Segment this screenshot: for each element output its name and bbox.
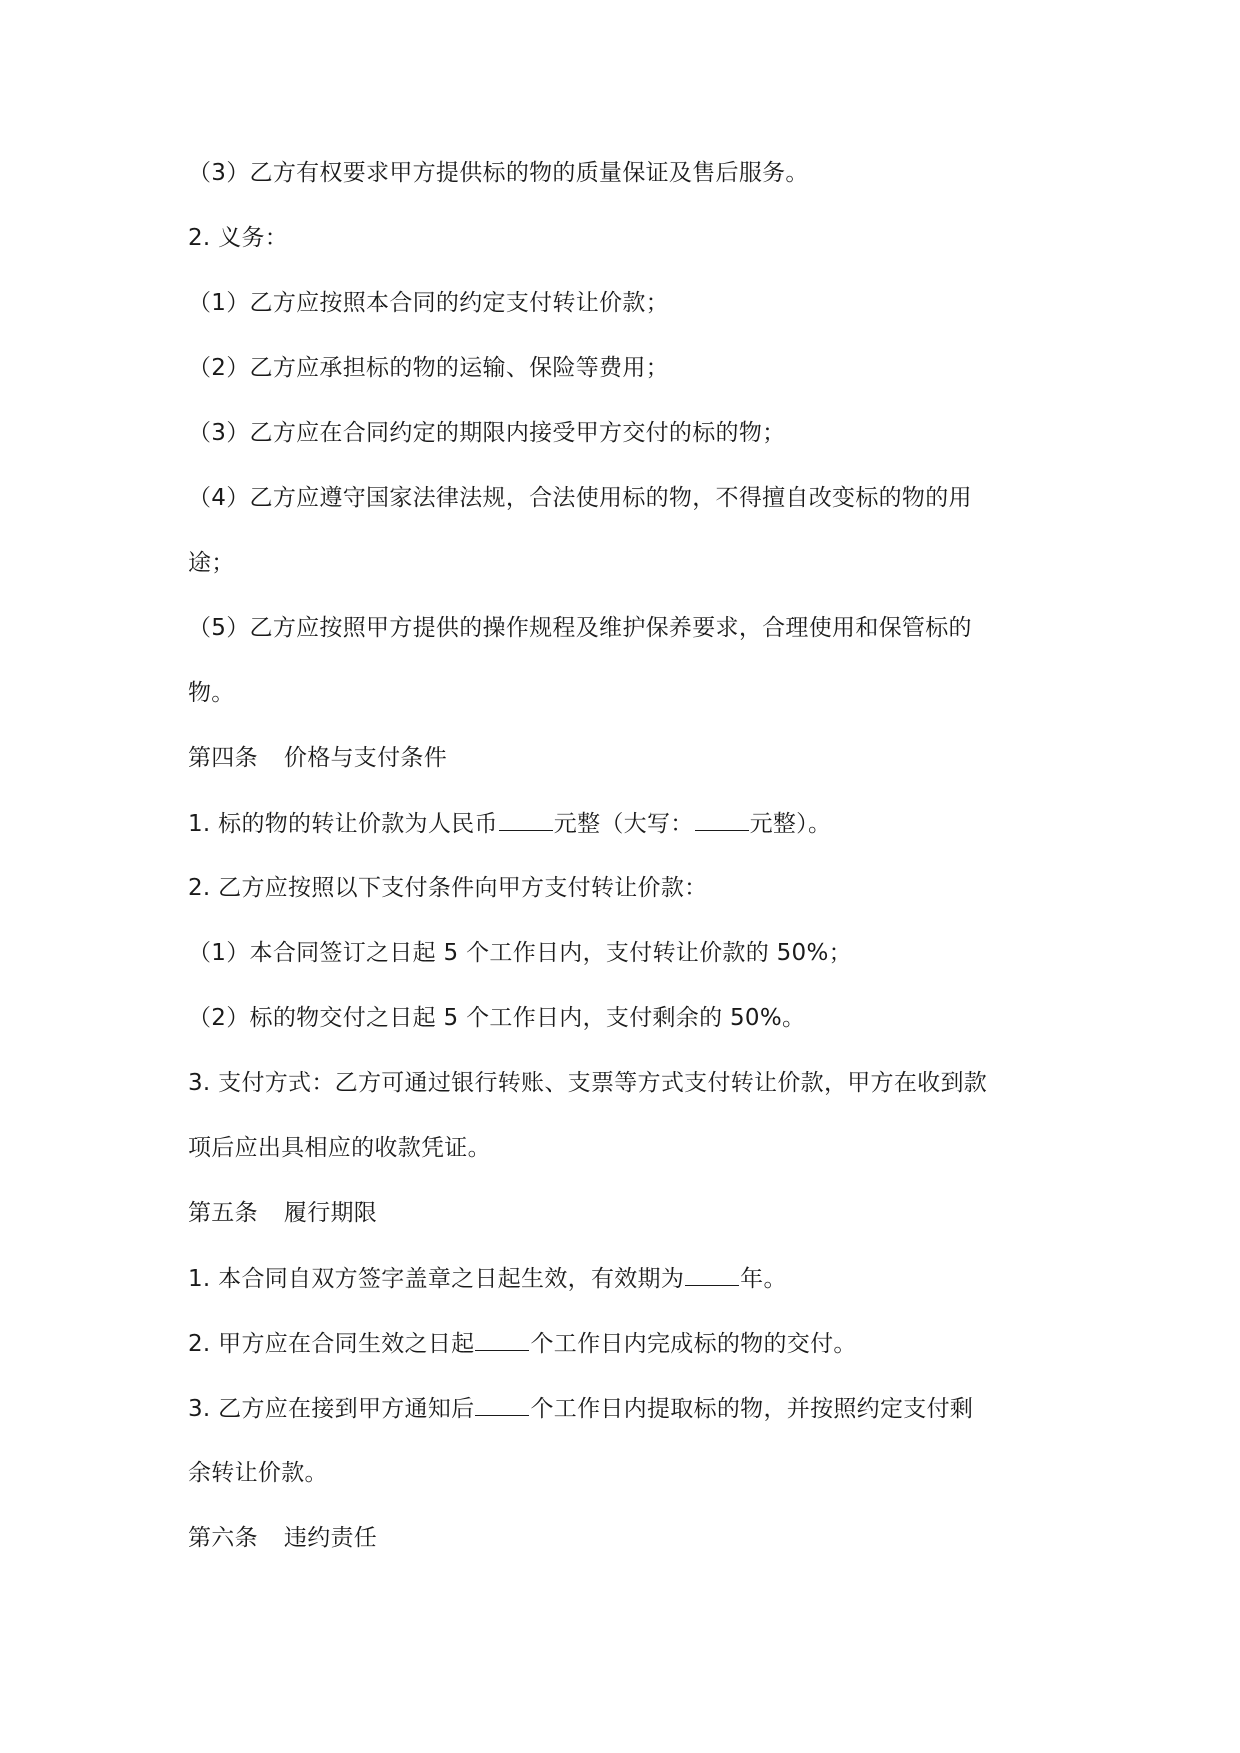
clause-text: （5）乙方应按照甲方提供的操作规程及维护保养要求，合理使用和保管标的 (188, 615, 972, 641)
clause-text: （4）乙方应遵守国家法律法规，合法使用标的物，不得擅自改变标的物的用 (188, 485, 972, 511)
clause-line (188, 1070, 1058, 1135)
clause-text: （3）乙方应在合同约定的期限内接受甲方交付的标的物； (188, 420, 786, 446)
clause-text: 1. 标的物的转让价款为人民币 (188, 811, 498, 837)
clause-text: 物。 (188, 680, 235, 706)
clause-text: 元整）。 (749, 811, 832, 837)
clause-line (188, 1460, 1058, 1525)
clause-line (188, 355, 1058, 420)
article-title: 价格与支付条件 (283, 745, 448, 771)
amount-blank (499, 810, 553, 831)
clause-text: 2. 甲方应在合同生效之日起 (188, 1331, 475, 1357)
article-title: 履行期限 (283, 1200, 378, 1226)
clause-text: 1. 本合同自双方签字盖章之日起生效，有效期为 (188, 1266, 685, 1292)
clause-text: 3. 乙方应在接到甲方通知后 (188, 1396, 475, 1422)
clause-line (188, 420, 1058, 485)
clause-text: 途； (188, 550, 235, 576)
clause-text: （1）乙方应按照本合同的约定支付转让价款； (188, 290, 669, 316)
validity-years-blank (685, 1265, 739, 1286)
price-clause-line (188, 810, 1058, 875)
amount-uppercase-blank (695, 810, 749, 831)
clause-text: 年。 (740, 1266, 787, 1292)
clause-line (188, 1135, 1058, 1200)
clause-text: 个工作日内提取标的物，并按照约定支付剩 (530, 1396, 974, 1422)
clause-text: 个工作日内完成标的物的交付。 (530, 1331, 857, 1357)
clause-text: 项后应出具相应的收款凭证。 (188, 1135, 491, 1161)
clause-line (188, 160, 1058, 225)
clause-line (188, 1005, 1058, 1070)
article-number: 第四条 (188, 745, 258, 771)
clause-text: （2）标的物交付之日起 5 个工作日内，支付剩余的 50%。 (188, 1005, 806, 1031)
clause-line (188, 550, 1058, 615)
clause-text: 2. 义务： (188, 225, 289, 251)
clause-line (188, 615, 1058, 680)
clause-text: 2. 乙方应按照以下支付条件向甲方支付转让价款： (188, 875, 708, 901)
pickup-days-blank (475, 1395, 529, 1416)
blank-clause-line (188, 1330, 1058, 1395)
clause-text: 3. 支付方式：乙方可通过银行转账、支票等方式支付转让价款，甲方在收到款 (188, 1070, 988, 1096)
article-heading (188, 745, 1058, 810)
article-title: 违约责任 (283, 1525, 378, 1551)
clause-text: 元整（大写： (553, 811, 694, 837)
clause-text: （3）乙方有权要求甲方提供标的物的质量保证及售后服务。 (188, 160, 809, 186)
article-heading (188, 1525, 1058, 1590)
clause-line (188, 485, 1058, 550)
clause-text: （1）本合同签订之日起 5 个工作日内，支付转让价款的 50%； (188, 940, 852, 966)
delivery-days-blank (475, 1330, 529, 1351)
clause-line (188, 680, 1058, 745)
clause-line (188, 875, 1058, 940)
clause-text: 余转让价款。 (188, 1460, 328, 1486)
document-body (188, 160, 1058, 1590)
article-number: 第五条 (188, 1200, 258, 1226)
article-number: 第六条 (188, 1525, 258, 1551)
blank-clause-line (188, 1265, 1058, 1330)
blank-clause-line (188, 1395, 1058, 1460)
clause-line (188, 290, 1058, 355)
article-heading (188, 1200, 1058, 1265)
clause-line (188, 225, 1058, 290)
clause-line (188, 940, 1058, 1005)
clause-text: （2）乙方应承担标的物的运输、保险等费用； (188, 355, 669, 381)
